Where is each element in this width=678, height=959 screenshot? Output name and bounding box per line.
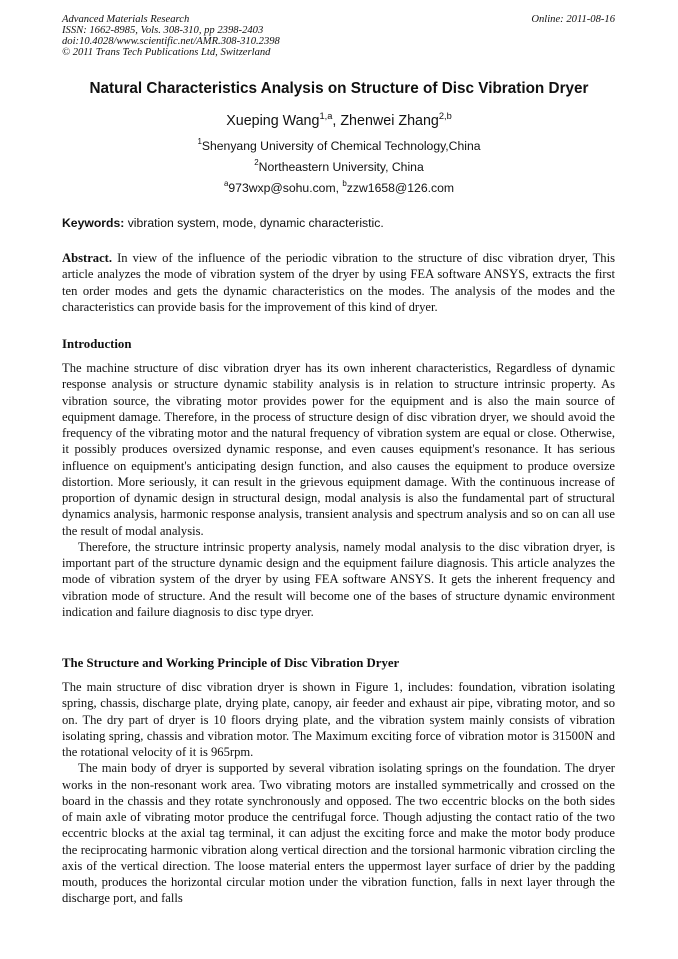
authors xyxy=(0,113,678,129)
section-heading: Introduction xyxy=(62,337,132,351)
affiliation-sup: 1 xyxy=(197,137,202,147)
paper-title: Natural Characteristics Analysis on Structure of Disc Vibration Dryer xyxy=(89,80,589,97)
paragraph: The machine structure of disc vibration dryer has its own inherent characteristics, Regardless of dynamic response analysis or structure dynamic stability analysis is in relation to structure intrinsic property. As vibration source, the vibrating motor provides power for the equipment and is also the main source of equipment damage. Therefore, in the process of structure design of disc vibration dryer, we should avoid the frequency of the vibrating motor and the natural frequency of vibration system are equal or close. Otherwise, it possibly produces oversized dynamic response, and even causes equipment's resonance. It has serious influence on equipment's anticipating design function, and also causes the equipment to produce oversize distortion. More seriously, it can result in the grievous equipment damage. With the continuous increase of proportion of dynamic design in structural design, modal analysis is also the fundamental part of structural dynamics analysis, harmonic response analysis, transient analysis and spectrum analysis and so on can all use the result of modal analysis. xyxy=(62,361,615,538)
doi: doi:10.4028/www.scientific.net/AMR.308-310.2398 xyxy=(62,36,280,47)
author-sup: 2,b xyxy=(438,111,452,122)
affiliation-text: Northeastern University, China xyxy=(258,160,424,174)
email: 973wxp@sohu.com, xyxy=(228,181,343,195)
paragraph: The main structure of disc vibration dryer is shown in Figure 1, includes: foundation, vibration isolating spring, chassis, discharge plate, drying plate, canopy, air feeder and exhaust air pipe, vibrating motor, and so on. The dry part of dryer is 10 floors drying plate, and the vibration system mainly consists of vibration isolating spring, chassis and vibration motor. The Maximum exciting force of vibration motor is 31500N and the rotational velocity of it is 965rpm. xyxy=(62,680,615,759)
online-date: Online: 2011-08-16 xyxy=(531,14,615,25)
author-separator: , xyxy=(332,113,341,129)
author-name: Xueping Wang xyxy=(226,113,320,129)
paragraph: Therefore, the structure intrinsic property analysis, namely modal analysis to the disc vibration dryer, is important part of the structure dynamic design and the equipment failure diagnosis. This article analyzes the mode of vibration system of the dryer by using FEA software ANSYS. It gets the inherent frequency and vibration mode of structure. And the result will become one of the bases of structure dynamic environment indication and failure diagnosis to disc type dryer. xyxy=(62,539,615,619)
affiliation-sup: 2 xyxy=(254,158,259,168)
abstract-label: Abstract. xyxy=(62,251,113,265)
section-body xyxy=(62,679,615,907)
section-body xyxy=(62,360,615,620)
email-sup: b xyxy=(342,179,347,189)
copyright: © 2011 Trans Tech Publications Ltd, Switzerland xyxy=(62,47,271,58)
keywords-label: Keywords: xyxy=(62,216,125,230)
affiliation-text: Shenyang University of Chemical Technology,China xyxy=(201,139,481,153)
journal-header xyxy=(62,14,280,58)
keywords-text: vibration system, mode, dynamic characteristic. xyxy=(124,216,384,230)
abstract xyxy=(62,250,615,315)
paragraph: The main body of dryer is supported by several vibration isolating springs on the foundation. The dryer works in the non-resonant work area. Two vibrating motors are installed symmetrically and crossed on the board in the chassis and they rotate synchronously and opposed. The two eccentric blocks on the both sides of main axle of vibrating motor produce the centrifugal force. Though adjusting the contact ratio of the two eccentric blocks at the axial tag terminal, it can adjust the exciting force and make the motor body produce the reciprocating harmonic vibration along vertical direction and the torsional harmonic vibration circling the axis of the vertical direction. The loose material enters the uppermost layer surface of drier by the padding mouth, produces the horizontal circular motion under the vibration function, falls in next layer through the discharge port, and falls xyxy=(62,761,615,906)
emails xyxy=(0,181,678,195)
email-sup: a xyxy=(223,179,229,189)
issn: ISSN: 1662-8985, Vols. 308-310, pp 2398-2403 xyxy=(62,25,264,36)
affiliation xyxy=(0,160,678,174)
journal-name: Advanced Materials Research xyxy=(62,14,190,25)
abstract-text: In view of the influence of the periodic vibration to the structure of disc vibration dryer, This article analyzes the mode of vibration system of the dryer by using FEA software ANSYS, extracts the first ten order modes and gets the dynamic characteristics on the modes. The analysis of the modes and the characteristics can provide basis for the improvement of this kind of dryer. xyxy=(62,251,615,314)
author-name: Zhenwei Zhang xyxy=(340,113,439,129)
email: zzw1658@126.com xyxy=(346,181,455,195)
section-heading: The Structure and Working Principle of Disc Vibration Dryer xyxy=(62,656,400,670)
keywords xyxy=(62,216,384,230)
author-sup: 1,a xyxy=(319,111,333,122)
affiliation xyxy=(0,139,678,153)
